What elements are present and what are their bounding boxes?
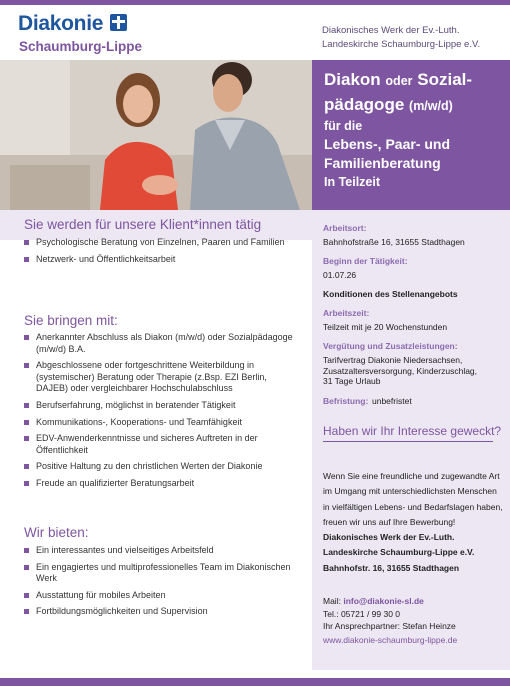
divider	[323, 441, 493, 442]
bullet-icon	[24, 240, 29, 245]
interest-heading: Haben wir Ihr Interesse geweckt?	[323, 424, 502, 438]
job-title-line-2	[324, 93, 500, 118]
bullet-icon	[24, 481, 29, 486]
list-item: Anerkannter Abschluss als Diakon (m/w/d) oder Sozialpädagoge (m/w/d) B.A.	[24, 332, 296, 355]
bullet-icon	[24, 257, 29, 262]
bottom-stripe	[0, 678, 510, 686]
bullet-icon	[24, 548, 29, 553]
bullet-icon	[24, 363, 29, 368]
list-item: Positive Haltung zu den christlichen Werten der Diakonie	[24, 461, 296, 473]
tasks-heading: Sie werden für unsere Klient*innen tätig	[24, 217, 262, 232]
details-sidebar	[312, 210, 510, 670]
tasks-list	[24, 237, 296, 270]
list-item: Ein engagiertes und multiprofessionelles Team im Diakonischen Werk	[24, 562, 296, 585]
title-or: oder	[385, 74, 413, 88]
term-value: unbefristet	[372, 396, 412, 406]
contact-intro: Wenn Sie eine freundliche und zugewandte Art im Umgang mit unterschiedlichsten Menschen in vielfältigen Lebens- und Bedarfslagen haben, freuen wir uns auf Ihre Bewerbung! Diakonisches Werk der Ev.-Luth. Landeskirche Schaumburg-Lippe e.V. Bahnhofstr. 16, 31655 Stadthagen	[323, 471, 503, 573]
logo-region: Schaumburg-Lippe	[19, 39, 143, 54]
title-field-1: Lebens-, Paar- und	[324, 136, 451, 152]
mail-row: Mail: info@diakonie-sl.de	[323, 596, 424, 606]
organization-name	[322, 24, 502, 52]
bullet-icon	[24, 335, 29, 340]
start-label: Beginn der Tätigkeit:	[323, 256, 408, 266]
bullet-icon	[24, 464, 29, 469]
requirements-list	[24, 332, 296, 495]
list-item: Ausstattung für mobiles Arbeiten	[24, 590, 296, 602]
pay-label: Vergütung und Zusatzleistungen:	[323, 341, 458, 351]
top-stripe	[0, 0, 510, 5]
title-sozial: Sozial-	[417, 70, 473, 89]
title-field-2: Familienberatung	[324, 155, 441, 171]
bullet-icon	[24, 593, 29, 598]
hours-value: Teilzeit mit je 20 Wochenstunden	[323, 322, 448, 332]
start-value: 01.07.26	[323, 270, 357, 280]
pay-value: Tarifvertrag Diakonie Niedersachsen, Zusatzaltersversorgung, Kinderzuschlag, 31 Tage Urlaub	[323, 355, 478, 386]
job-title-box	[312, 60, 510, 210]
photo-illustration	[0, 60, 312, 210]
offer-list	[24, 545, 296, 623]
list-item: Freude an qualifizierter Beratungsarbeit	[24, 478, 296, 490]
list-item: EDV-Anwenderkenntnisse und sicheres Auftreten in der Öffentlichkeit	[24, 433, 296, 456]
contact-person: Ihr Ansprechpartner: Stefan Heinze	[323, 621, 456, 631]
title-scope: In Teilzeit	[324, 175, 381, 189]
cross-icon	[110, 14, 127, 31]
main-column	[0, 210, 312, 670]
list-item: Ein interessantes und vielseitiges Arbeitsfeld	[24, 545, 296, 557]
hours-label: Arbeitszeit:	[323, 308, 370, 318]
bullet-icon	[24, 403, 29, 408]
offer-heading: Wir bieten:	[24, 525, 89, 540]
workplace-label: Arbeitsort:	[323, 223, 367, 233]
org-line-1: Diakonisches Werk der Ev.-Luth.	[322, 25, 460, 36]
bullet-icon	[24, 420, 29, 425]
diakonie-logo	[18, 12, 308, 60]
list-item: Fortbildungsmöglichkeiten und Supervision	[24, 606, 296, 618]
term-label: Befristung:	[323, 396, 369, 406]
bullet-icon	[24, 436, 29, 441]
logo-wordmark: Diakonie	[18, 12, 104, 35]
title-paedagoge: pädagoge	[324, 95, 405, 114]
phone-number: Tel.: 05721 / 99 30 0	[323, 609, 401, 619]
website-link[interactable]: www.diakonie-schaumburg-lippe.de	[323, 635, 458, 645]
workplace-value: Bahnhofstraße 16, 31655 Stadthagen	[323, 237, 465, 247]
job-title-line-1	[324, 68, 500, 93]
bullet-icon	[24, 565, 29, 570]
org-line-2: Landeskirche Schaumburg-Lippe e.V.	[322, 39, 481, 50]
bullet-icon	[24, 609, 29, 614]
list-item: Psychologische Beratung von Einzelnen, Paaren und Familien	[24, 237, 296, 249]
counseling-photo	[0, 60, 312, 210]
requirements-heading: Sie bringen mit:	[24, 313, 118, 328]
conditions-heading: Konditionen des Stellenangebots	[323, 289, 458, 299]
list-item: Netzwerk- und Öffentlichkeitsarbeit	[24, 254, 296, 266]
list-item: Kommunikations-, Kooperations- und Teamfähigkeit	[24, 417, 296, 429]
title-for: für die	[324, 119, 363, 133]
list-item: Abgeschlossene oder fortgeschrittene Weiterbildung in (systemischer) Beratung oder Therapie (z.Bsp. EZI Berlin, DAJEB) oder vergleichbarer Hochschulabschluss	[24, 360, 296, 395]
email-link[interactable]: info@diakonie-sl.de	[343, 596, 424, 606]
title-gender: (m/w/d)	[409, 99, 453, 113]
list-item: Berufserfahrung, möglichst in beratender Tätigkeit	[24, 400, 296, 412]
title-diakon: Diakon	[324, 70, 381, 89]
